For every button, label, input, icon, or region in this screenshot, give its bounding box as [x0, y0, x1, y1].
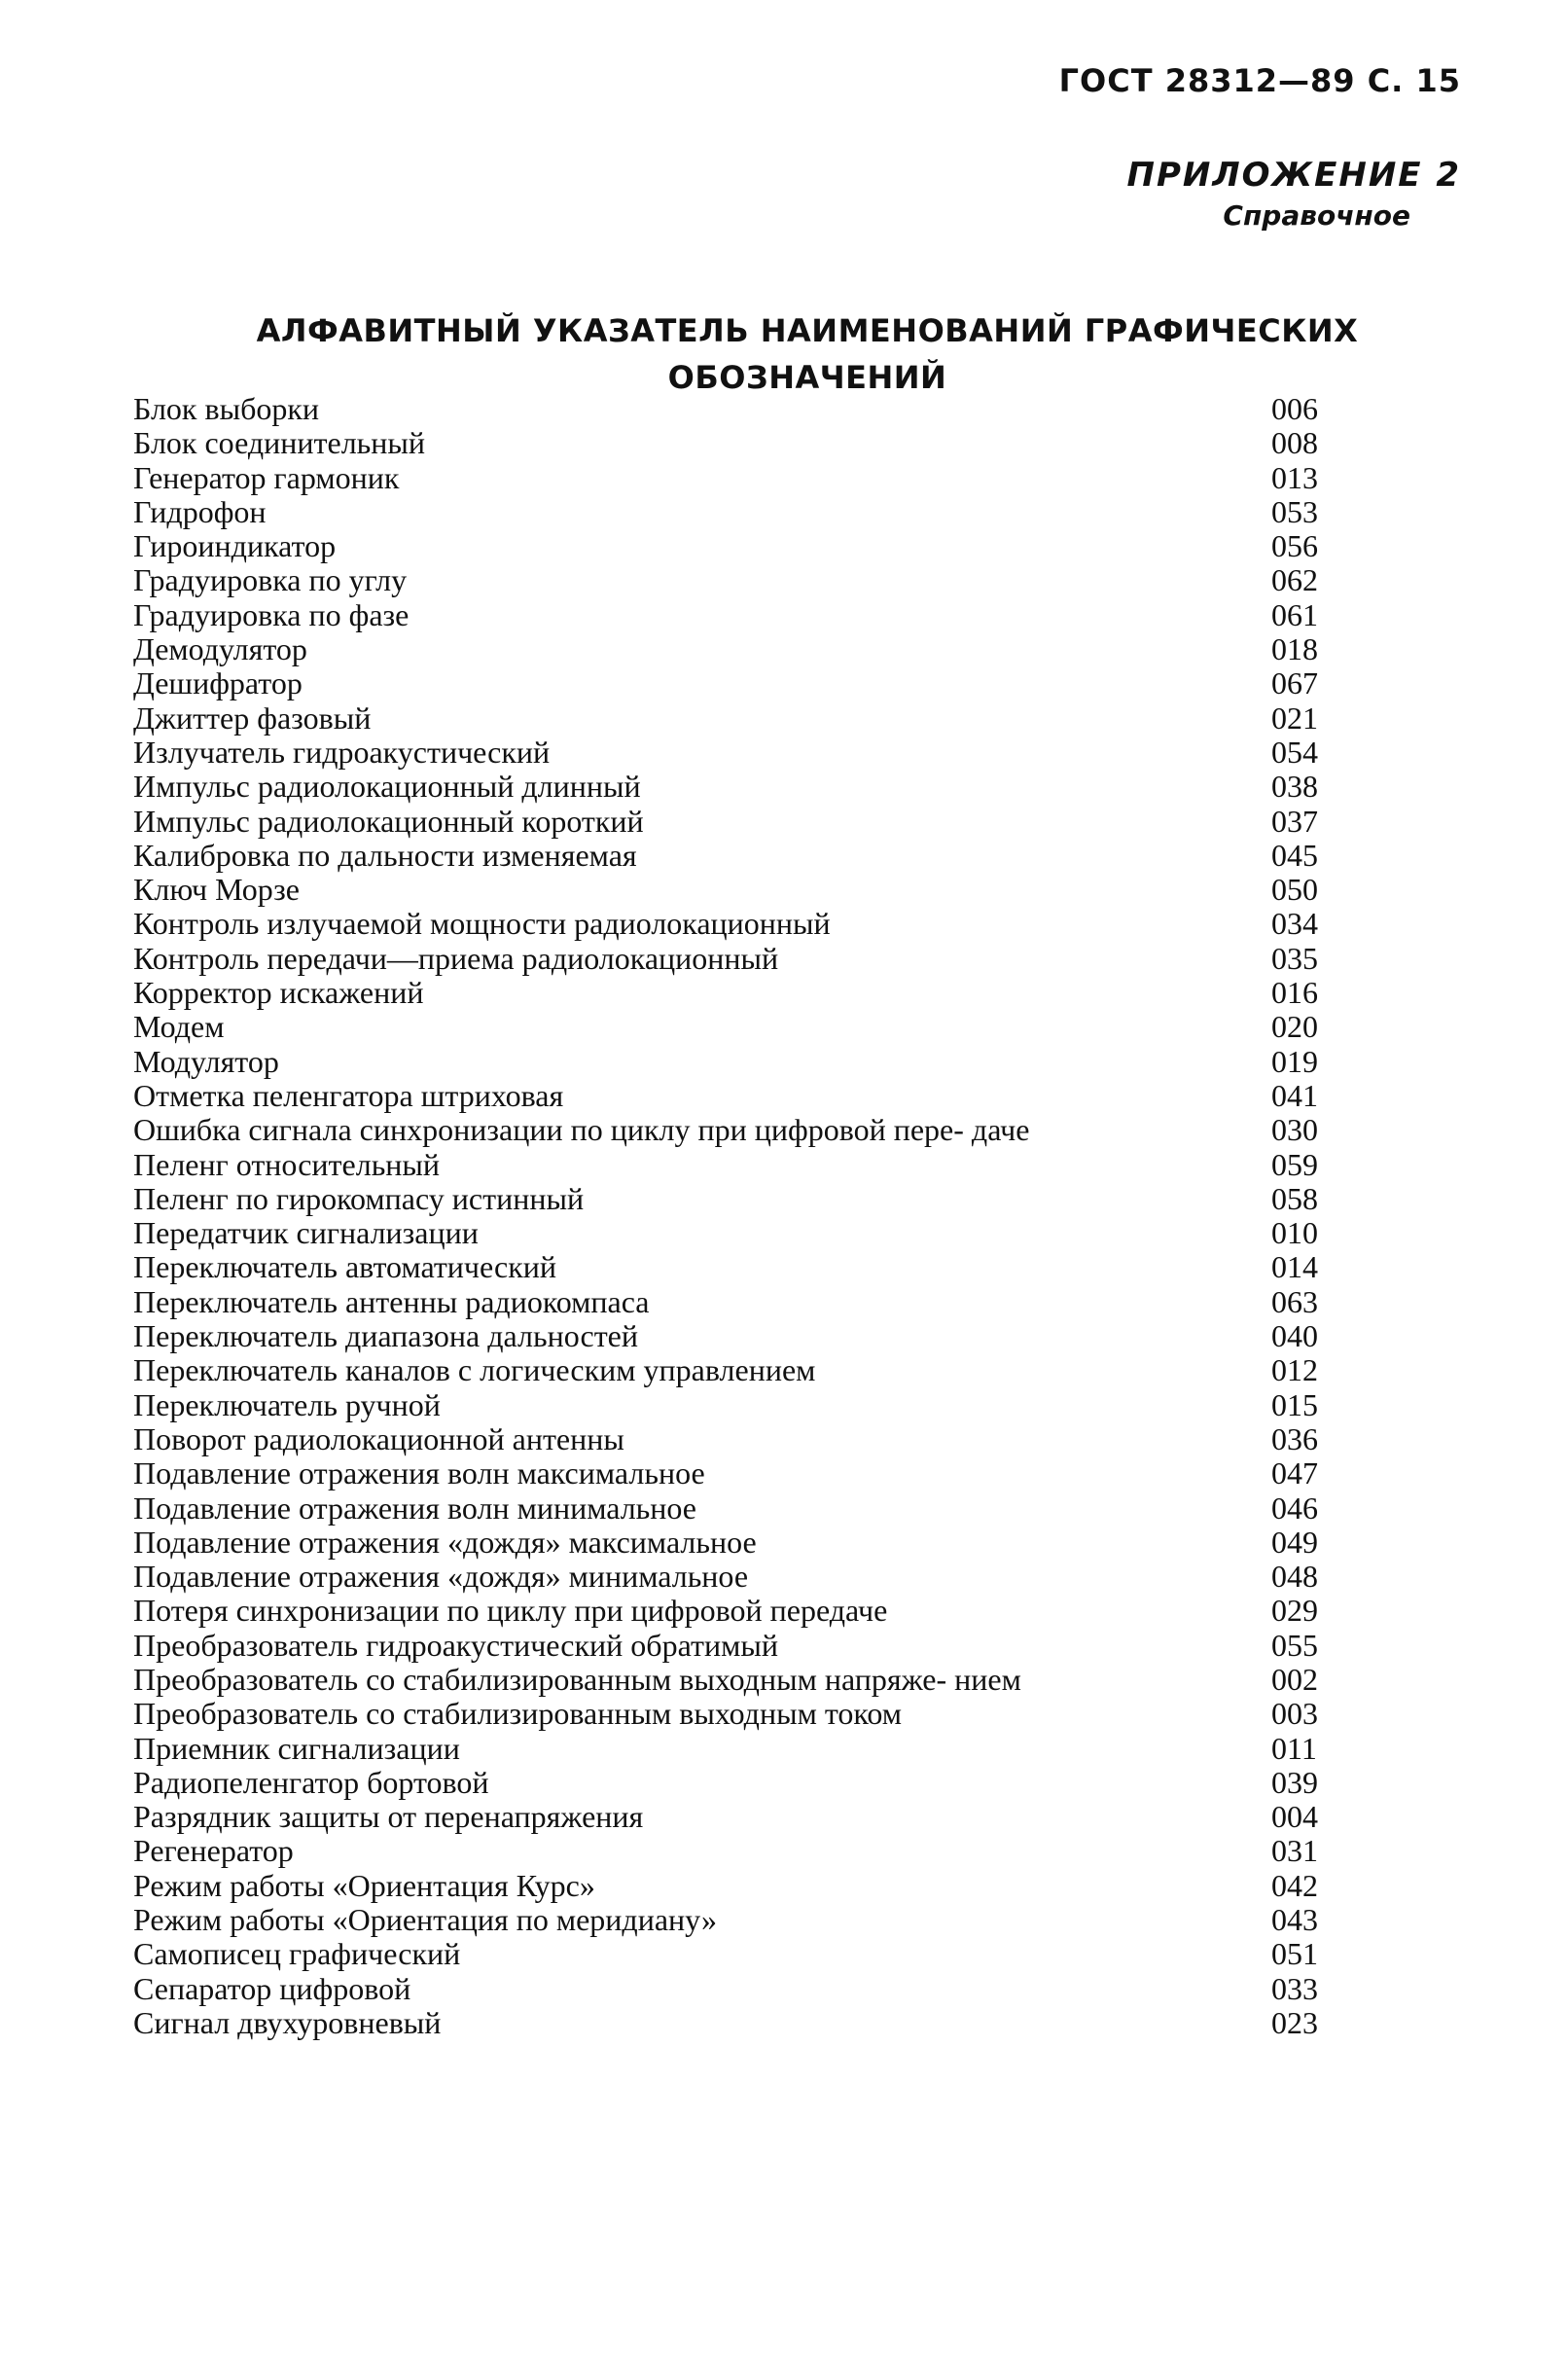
index-entry — [133, 736, 1359, 770]
entry-code: 016 — [1271, 975, 1318, 1011]
entry-name: Градуировка по фазе — [133, 596, 410, 632]
index-entry — [133, 976, 1359, 1010]
entry-code: 031 — [1271, 1833, 1318, 1869]
entry-code: 062 — [1271, 562, 1318, 598]
entry-name: Сепаратор цифровой — [133, 1970, 411, 2006]
index-entry — [133, 1113, 1359, 1147]
index-entry — [133, 666, 1359, 700]
index-entry — [133, 2006, 1359, 2040]
index-entry — [133, 1800, 1359, 1834]
entry-code: 061 — [1271, 596, 1318, 632]
entry-code: 002 — [1271, 1661, 1318, 1697]
entry-code: 020 — [1271, 1009, 1318, 1045]
index-entry — [133, 598, 1359, 632]
index-entry — [133, 1732, 1359, 1766]
index-entry — [133, 1285, 1359, 1319]
entry-code: 041 — [1271, 1077, 1318, 1113]
entry-code: 011 — [1271, 1730, 1317, 1766]
entry-name: Переключатель диапазона дальностей — [133, 1318, 638, 1354]
entry-code: 056 — [1271, 528, 1318, 564]
index-entry — [133, 907, 1359, 941]
index-entry — [133, 1869, 1359, 1903]
entry-code: 050 — [1271, 872, 1318, 908]
entry-name: Генератор гармоник — [133, 459, 400, 495]
entry-name: Переключатель антенны радиокомпаса — [133, 1283, 650, 1319]
entry-code: 023 — [1271, 2004, 1318, 2040]
entry-code: 059 — [1271, 1146, 1318, 1182]
index-entry — [133, 1216, 1359, 1250]
entry-code: 051 — [1271, 1936, 1318, 1972]
entry-name: Гидрофон — [133, 493, 267, 529]
entry-code: 040 — [1271, 1318, 1318, 1354]
entry-code: 036 — [1271, 1420, 1318, 1456]
entry-name: Дешифратор — [133, 665, 303, 701]
entry-name: Подавление отражения волн минимальное — [133, 1490, 696, 1526]
entry-name: Корректор искажений — [133, 975, 424, 1011]
entry-code: 063 — [1271, 1283, 1318, 1319]
entry-code: 004 — [1271, 1799, 1318, 1835]
entry-name: Подавление отражения «дождя» минимальное — [133, 1559, 749, 1595]
entry-name: Контроль передачи—приема радиолокационный — [133, 940, 779, 976]
index-entry — [133, 1079, 1359, 1113]
index-entry — [133, 1319, 1359, 1353]
index-entry — [133, 1182, 1359, 1216]
entry-code: 019 — [1271, 1043, 1318, 1079]
entry-name: Подавление отражения волн максимальное — [133, 1455, 705, 1491]
entry-code: 008 — [1271, 425, 1318, 461]
entry-code: 018 — [1271, 631, 1318, 667]
entry-code: 034 — [1271, 906, 1318, 942]
index-entry — [133, 632, 1359, 666]
entry-code: 054 — [1271, 734, 1318, 770]
entry-code: 043 — [1271, 1902, 1318, 1938]
entry-code: 035 — [1271, 940, 1318, 976]
entry-code: 038 — [1271, 769, 1318, 805]
entry-name: Переключатель автоматический — [133, 1249, 557, 1285]
index-entry — [133, 529, 1359, 563]
index-entry — [133, 1594, 1359, 1628]
entry-code: 013 — [1271, 459, 1318, 495]
entry-name: Модулятор — [133, 1043, 279, 1079]
entry-code: 047 — [1271, 1455, 1318, 1491]
index-entry — [133, 770, 1359, 804]
entry-name: Разрядник защиты от перенапряжения — [133, 1799, 644, 1835]
index-title-line-1: АЛФАВИТНЫЙ УКАЗАТЕЛЬ НАИМЕНОВАНИЙ ГРАФИЧЕСКИХ — [256, 312, 1359, 349]
entry-name: Импульс радиолокационный длинный — [133, 769, 641, 805]
index-entry — [133, 701, 1359, 736]
index-entry — [133, 1045, 1359, 1079]
entry-code: 030 — [1271, 1112, 1318, 1148]
index-title — [224, 307, 1391, 401]
entry-name: Пеленг по гирокомпасу истинный — [133, 1180, 585, 1216]
entry-code: 021 — [1271, 700, 1318, 736]
index-title-line-2: ОБОЗНАЧЕНИЙ — [667, 359, 947, 396]
index-entry — [133, 1560, 1359, 1594]
index-entry — [133, 1629, 1359, 1663]
entry-code: 012 — [1271, 1352, 1318, 1388]
entry-name: Потеря синхронизации по циклу при цифровой передаче — [133, 1593, 888, 1629]
entry-name: Переключатель каналов с логическим управлением — [133, 1352, 816, 1388]
entry-code: 045 — [1271, 837, 1318, 873]
entry-code: 014 — [1271, 1249, 1318, 1285]
index-entry — [133, 1526, 1359, 1560]
entry-name: Гироиндикатор — [133, 528, 337, 564]
index-entry — [133, 1903, 1359, 1937]
entry-name: Ошибка сигнала синхронизации по циклу при цифровой пере- даче — [133, 1112, 1030, 1148]
entry-name: Блок соединительный — [133, 425, 425, 461]
entry-name: Отметка пеленгатора штриховая — [133, 1077, 564, 1113]
index-entry — [133, 392, 1359, 426]
entry-code: 048 — [1271, 1559, 1318, 1595]
index-entry — [133, 461, 1359, 495]
index-entry — [133, 1010, 1359, 1044]
index-entry — [133, 1388, 1359, 1422]
index-entry — [133, 1353, 1359, 1387]
entry-name: Режим работы «Ориентация Курс» — [133, 1867, 595, 1903]
entry-name: Поворот радиолокационной антенны — [133, 1420, 624, 1456]
index-entry — [133, 1937, 1359, 1971]
entry-code: 037 — [1271, 803, 1318, 839]
index-entry — [133, 805, 1359, 839]
entry-code: 033 — [1271, 1970, 1318, 2006]
index-entry — [133, 1834, 1359, 1868]
entry-name: Преобразователь со стабилизированным выходным напряже- нием — [133, 1661, 1021, 1697]
entry-code: 039 — [1271, 1764, 1318, 1800]
entry-code: 010 — [1271, 1215, 1318, 1251]
index-entry — [133, 495, 1359, 529]
index-entry — [133, 1422, 1359, 1456]
index-entry — [133, 1491, 1359, 1526]
entry-code: 055 — [1271, 1627, 1318, 1663]
entry-name: Подавление отражения «дождя» максимальное — [133, 1524, 757, 1560]
entry-code: 049 — [1271, 1524, 1318, 1560]
index-entry — [133, 1697, 1359, 1731]
entry-name: Преобразователь со стабилизированным выходным током — [133, 1696, 902, 1732]
index-entry — [133, 839, 1359, 873]
index-entry — [133, 426, 1359, 460]
entry-code: 046 — [1271, 1490, 1318, 1526]
index-entry — [133, 942, 1359, 976]
index-entry — [133, 1663, 1359, 1697]
index-entry — [133, 1972, 1359, 2006]
entry-code: 029 — [1271, 1593, 1318, 1629]
entry-name: Сигнал двухуровневый — [133, 2004, 442, 2040]
index-entry — [133, 1250, 1359, 1284]
entry-code: 006 — [1271, 391, 1318, 426]
appendix-subtitle: Справочное — [1223, 199, 1410, 232]
index-entry — [133, 1148, 1359, 1182]
entry-name: Радиопеленгатор бортовой — [133, 1764, 489, 1800]
entry-name: Преобразователь гидроакустический обратимый — [133, 1627, 778, 1663]
entry-name: Демодулятор — [133, 631, 307, 667]
entry-code: 042 — [1271, 1867, 1318, 1903]
entry-code: 067 — [1271, 665, 1318, 701]
entry-name: Контроль излучаемой мощности радиолокационный — [133, 906, 831, 942]
entry-name: Передатчик сигнализации — [133, 1215, 479, 1251]
alphabetical-index-list — [133, 392, 1359, 2040]
entry-name: Калибровка по дальности изменяемая — [133, 837, 637, 873]
index-entry — [133, 563, 1359, 597]
entry-name: Переключатель ручной — [133, 1386, 441, 1422]
entry-name: Ключ Морзе — [133, 872, 300, 908]
entry-name: Излучатель гидроакустический — [133, 734, 551, 770]
entry-name: Пеленг относительный — [133, 1146, 441, 1182]
entry-name: Режим работы «Ориентация по меридиану» — [133, 1902, 717, 1938]
appendix-heading — [1127, 154, 1461, 235]
standard-page-reference: ГОСТ 28312—89 С. 15 — [1058, 62, 1461, 99]
entry-code: 053 — [1271, 493, 1318, 529]
entry-code: 015 — [1271, 1386, 1318, 1422]
entry-name: Градуировка по углу — [133, 562, 408, 598]
entry-code: 003 — [1271, 1696, 1318, 1732]
index-entry — [133, 1456, 1359, 1490]
entry-name: Джиттер фазовый — [133, 700, 372, 736]
entry-name: Блок выборки — [133, 391, 320, 426]
entry-name: Приемник сигнализации — [133, 1730, 460, 1766]
index-entry — [133, 873, 1359, 907]
entry-code: 058 — [1271, 1180, 1318, 1216]
entry-name: Импульс радиолокационный короткий — [133, 803, 644, 839]
entry-name: Самописец графический — [133, 1936, 461, 1972]
entry-name: Модем — [133, 1009, 225, 1045]
entry-name: Регенератор — [133, 1833, 294, 1869]
index-entry — [133, 1766, 1359, 1800]
appendix-title: ПРИЛОЖЕНИЕ 2 — [1126, 156, 1461, 195]
